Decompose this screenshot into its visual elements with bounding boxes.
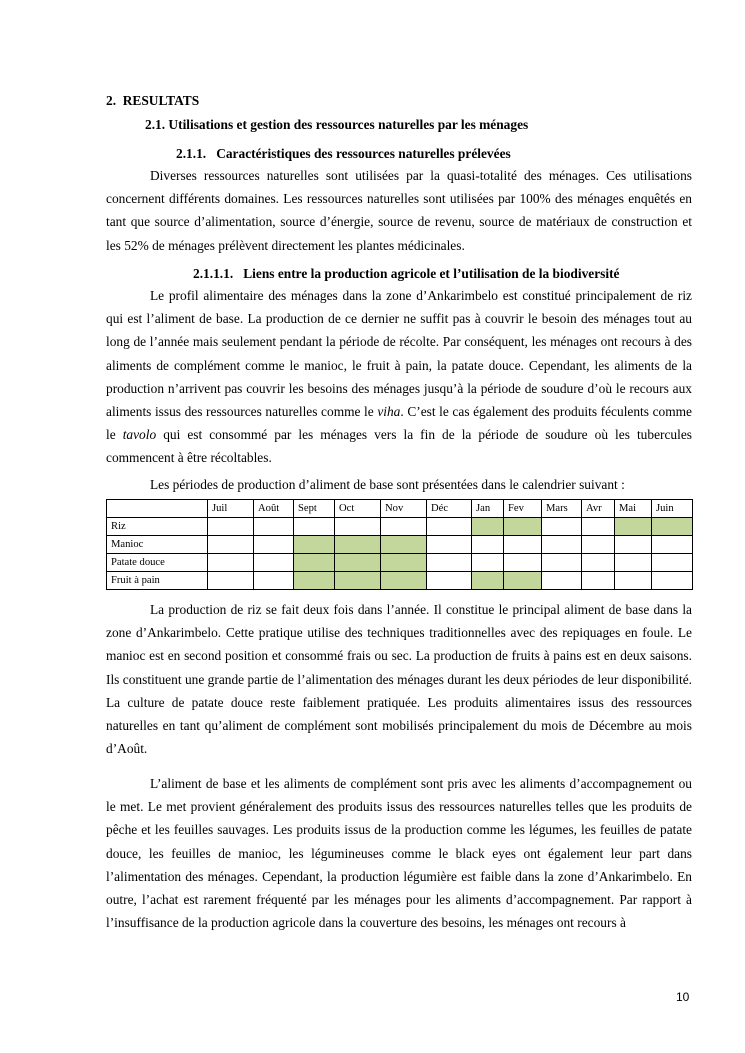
calendar-row: [107, 554, 693, 572]
calendar-cell-active: [652, 518, 693, 536]
month-header: Juil: [208, 500, 254, 518]
calendar-cell: [582, 572, 615, 590]
calendar-cell: [208, 554, 254, 572]
calendar-cell: [542, 572, 582, 590]
paragraph-2-text-a: Le profil alimentaire des ménages dans la zone d’Ankarimbelo est constitué principalement de riz qui est l’aliment de base. La production de ce dernier ne suffit pas à couvrir le besoin des ménages tout au long de l’année mais seulement pendant la période de récolte. Par conséquent, les ménages ont recours à des aliments de complément comme le manioc, le fruit à pain, la patate douce. Cependant, les aliments de la production n’arrivent pas couvrir les besoins des ménages jusqu’à la période de soudure d’où le recours aux aliments issus des ressources naturelles comme le: [106, 288, 692, 420]
calendar-cell-active: [335, 572, 381, 590]
calendar-cell: [652, 572, 693, 590]
calendar-cell-active: [504, 518, 542, 536]
month-header: Mars: [542, 500, 582, 518]
section-heading-results: 2. RESULTATS: [106, 93, 200, 108]
table-intro-text: Les périodes de production d’aliment de base sont présentées dans le calendrier suivant :: [150, 477, 625, 492]
calendar-cell-active: [472, 572, 504, 590]
calendar-cell: [208, 518, 254, 536]
level4-number: 2.1.1.1.: [193, 266, 234, 281]
paragraph-1-text: Diverses ressources naturelles sont utilisées par la quasi-totalité des ménages. Ces utilisations concernent différents domaines. Les ressources naturelles sont utilisées par 100% des ménages enquêtés en tant que source d’alimentation, source d’énergie, source de revenu, source de matériaux de construction et les 52% de ménages prélèvent directement les plantes médicinales.: [106, 168, 692, 253]
calendar-cell: [504, 536, 542, 554]
calendar-cell-active: [335, 554, 381, 572]
month-header: Fev: [504, 500, 542, 518]
month-header: Jan: [472, 500, 504, 518]
level4-heading: [193, 266, 620, 282]
production-calendar-table: [106, 499, 693, 590]
subsection-heading: 2.1. Utilisations et gestion des ressources naturelles par les ménages: [145, 117, 529, 132]
paragraph-2-text-c: qui est consommé par les ménages vers la fin de la période de soudure où les tubercules commencent à être récoltables.: [106, 427, 692, 466]
month-header: Juin: [652, 500, 693, 518]
calendar-cell: [427, 536, 472, 554]
calendar-cell: [542, 536, 582, 554]
month-header: Déc: [427, 500, 472, 518]
month-header: Nov: [381, 500, 427, 518]
calendar-cell: [208, 536, 254, 554]
calendar-corner-cell: [107, 500, 208, 518]
level4-title: Liens entre la production agricole et l’utilisation de la biodiversité: [243, 266, 620, 281]
calendar-cell: [542, 554, 582, 572]
calendar-cell: [542, 518, 582, 536]
subsubsection-title: Caractéristiques des ressources naturelles prélevées: [216, 146, 511, 161]
calendar-cell: [472, 536, 504, 554]
calendar-cell: [472, 554, 504, 572]
term-viha: viha: [377, 404, 401, 420]
month-header: Avr: [582, 500, 615, 518]
subsubsection-number: 2.1.1.: [176, 146, 207, 161]
crop-label: Riz: [107, 518, 208, 536]
calendar-cell-active: [615, 518, 652, 536]
paragraph-2-text-b: . C’est le cas également des produits féculents comme le: [106, 404, 692, 443]
calendar-cell: [254, 518, 294, 536]
calendar-cell: [582, 518, 615, 536]
calendar-cell: [615, 536, 652, 554]
term-tavolo: tavolo: [122, 427, 157, 443]
calendar-cell-active: [472, 518, 504, 536]
calendar-cell-active: [381, 572, 427, 590]
calendar-cell: [254, 572, 294, 590]
subsubsection-heading: [176, 146, 511, 162]
calendar-cell-active: [294, 536, 335, 554]
calendar-cell-active: [381, 536, 427, 554]
paragraph-3: [106, 598, 692, 760]
calendar-cell: [615, 572, 652, 590]
paragraph-2: [106, 284, 692, 470]
calendar-cell: [582, 554, 615, 572]
month-header: Oct: [335, 500, 381, 518]
calendar-cell-active: [294, 554, 335, 572]
calendar-cell: [254, 554, 294, 572]
calendar-cell: [381, 518, 427, 536]
crop-label: Fruit à pain: [107, 572, 208, 590]
calendar-cell: [652, 536, 693, 554]
month-header: Août: [254, 500, 294, 518]
page-number: 10: [676, 990, 690, 1004]
calendar-cell-active: [504, 572, 542, 590]
calendar-cell: [335, 518, 381, 536]
calendar-cell-active: [294, 572, 335, 590]
calendar-cell: [254, 536, 294, 554]
month-header: Mai: [615, 500, 652, 518]
calendar-cell-active: [335, 536, 381, 554]
crop-label: Manioc: [107, 536, 208, 554]
paragraph-1: [106, 164, 692, 257]
paragraph-3-text: La production de riz se fait deux fois dans l’année. Il constitue le principal aliment de base dans la zone d’Ankarimbelo. Cette pratique utilise des techniques traditionnelles avec des repiquages en foule. Le manioc est en second position et consommé frais ou sec. La production de fruits à pains est en deux saisons. Ils constituent une grande partie de l’alimentation des ménages durant les deux périodes de leur disponibilité. La culture de patate douce reste faiblement pratiquée. Les produits alimentaires issus des ressources naturelles en tant qu’aliment de complément sont mobilisés principalement du mois de Décembre au mois d’Août.: [106, 602, 692, 757]
month-header: Sept: [294, 500, 335, 518]
calendar-cell: [582, 536, 615, 554]
calendar-cell: [208, 572, 254, 590]
calendar-cell: [615, 554, 652, 572]
calendar-cell: [427, 518, 472, 536]
calendar-cell: [504, 554, 542, 572]
calendar-row: [107, 518, 693, 536]
calendar-cell-active: [381, 554, 427, 572]
table-intro: [106, 473, 692, 496]
calendar-cell: [427, 554, 472, 572]
paragraph-4: [106, 772, 692, 934]
calendar-cell: [294, 518, 335, 536]
calendar-cell: [652, 554, 693, 572]
calendar-cell: [427, 572, 472, 590]
paragraph-4-text: L’aliment de base et les aliments de complément sont pris avec les aliments d’accompagnement ou le met. Le met provient généralement des produits issus des ressources naturelles telles que les produits de pêche et les feuilles sauvages. Les produits issus de la production comme les légumes, les feuilles de patate douce, les feuilles de manioc, les légumineuses comme le black eyes ont également leur part dans l’alimentation des ménages. Cependant, la production légumière est faible dans la zone d’Ankarimbelo. En outre, l’achat est rarement fréquenté par les ménages pour les aliments d’accompagnement. Par rapport à l’insuffisance de la production agricole dans la couverture des besoins, les ménages ont recours à: [106, 776, 692, 931]
crop-label: Patate douce: [107, 554, 208, 572]
calendar-row: [107, 536, 693, 554]
calendar-row: [107, 572, 693, 590]
calendar-header-row: [107, 500, 693, 518]
